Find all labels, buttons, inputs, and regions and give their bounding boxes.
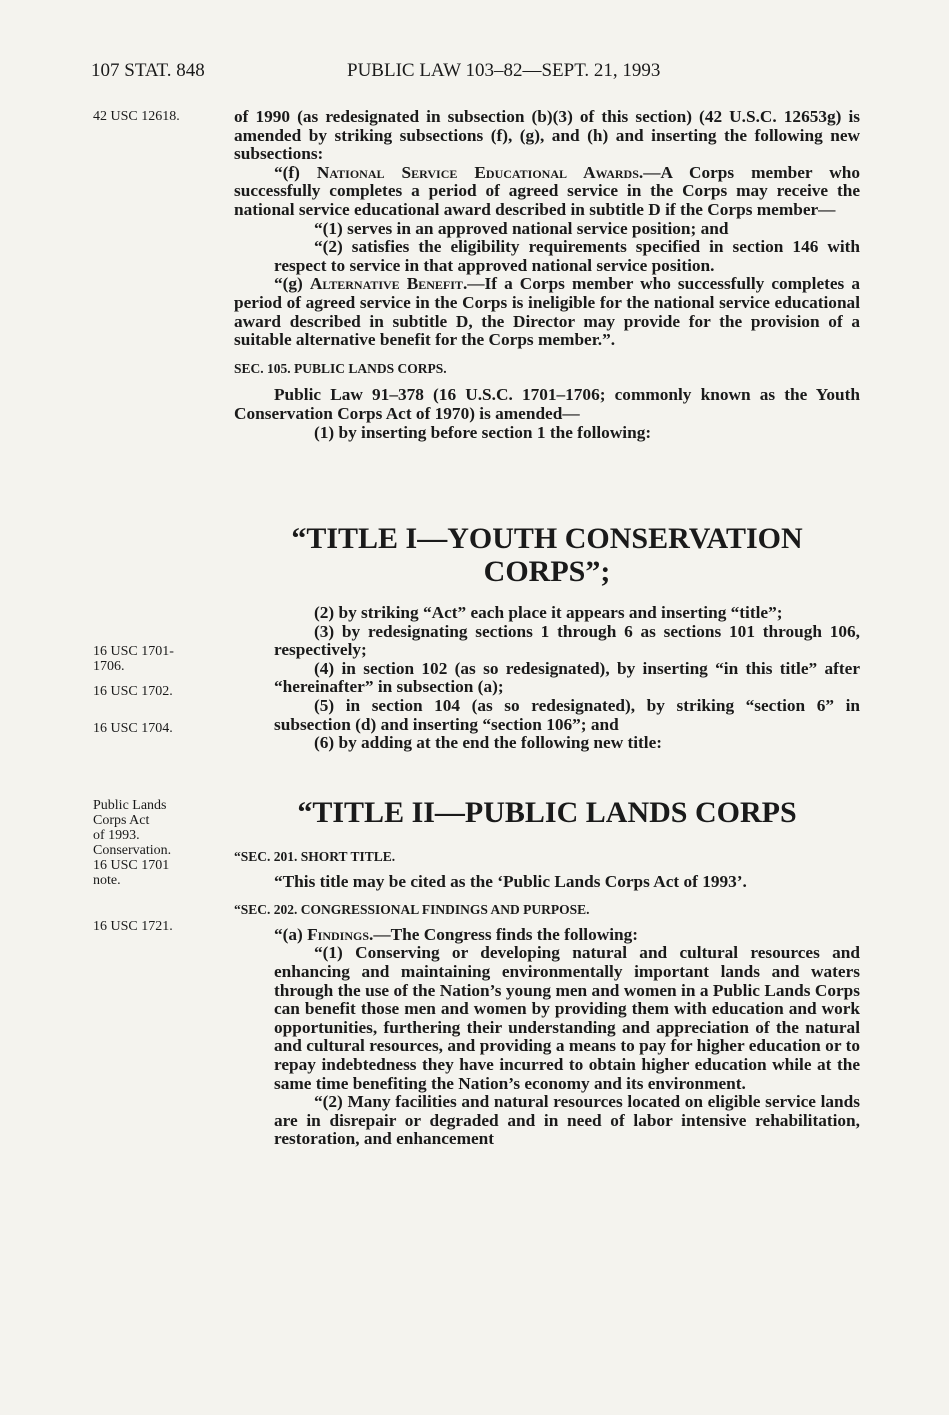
paragraph: (2) by striking “Act” each place it appears and inserting “title”; (314, 603, 783, 622)
margin-note-line: note. (93, 873, 121, 888)
section-heading: “SEC. 202. CONGRESSIONAL FINDINGS AND PURPOSE. (234, 902, 590, 918)
subsection-heading: Findings (307, 924, 370, 944)
title-one-heading: “TITLE I—YOUTH CONSERVATION CORPS”; (291, 522, 803, 588)
margin-note: 16 USC 1721. (93, 919, 173, 934)
paragraph: “(1) serves in an approved national service position; and (314, 218, 729, 238)
page-header (91, 60, 861, 86)
paragraph: Public Law 91–378 (16 U.S.C. 1701–1706; commonly known as the Youth Conservation Corps Act of 1970) is amended— (234, 385, 860, 423)
paragraph: “This title may be cited as the ‘Public Lands Corps Act of 1993’. (274, 871, 747, 891)
margin-note-line: 1706. (93, 659, 125, 674)
section-heading: “SEC. 201. SHORT TITLE. (234, 849, 396, 864)
section-heading: SEC. 105. PUBLIC LANDS CORPS. (234, 360, 447, 376)
stat-citation: 107 STAT. 848 (91, 60, 205, 81)
margin-note-line: Corps Act (93, 813, 150, 828)
margin-note: 42 USC 12618. (93, 109, 180, 124)
paragraph: “(1) Conserving or developing natural and cultural resources and enhancing and maintaining environmentally important lands and waters through the use of the Nation’s young men and women in a Public Lands Corps can benefit those men and women by providing them with education and work opportunities, furthering their understanding and appreciation of the natural and cultural resources, and providing a means to pay for higher education or to repay indebtedness they have incurred to obtain higher education while at the same time benefiting the Nation’s economy and its environment. (274, 943, 860, 1093)
paragraph: “(g) Alternative Benefit.—If a Corps member who successfully completes a period of agreed service in the Corps is ineligible for the national service educational award described in subtitle D, the Director may provide for the provision of a suitable alternative benefit for the Corps member.”. (234, 274, 860, 350)
paragraph: “(2) Many facilities and natural resources located on eligible service lands are in disrepair or degraded and in need of labor intensive rehabilitation, restoration, and enhancement (274, 1092, 860, 1149)
body-text-middle (234, 604, 860, 753)
margin-note-line: 16 USC 1701 (93, 858, 170, 873)
paragraph: (6) by adding at the end the following new title: (314, 733, 663, 753)
paragraph: (3) by redesignating sections 1 through 6 as sections 101 through 106, respectively; (274, 621, 860, 660)
margin-note-line: 16 USC 1701- (93, 644, 174, 659)
paragraph: (5) in section 104 (as so redesignated), by striking “section 6” in subsection (d) and inserting “section 106”; and (274, 695, 860, 734)
body-text-bottom (234, 848, 860, 1149)
paragraph: “(a) Findings.—The Congress finds the following: (274, 924, 639, 944)
margin-note-line: Public Lands (93, 798, 167, 813)
margin-note-line: of 1993. (93, 828, 140, 843)
body-text-top (234, 108, 860, 442)
margin-note: 16 USC 1702. (93, 684, 173, 699)
subsection-heading: National Service Educational Awards (316, 162, 639, 182)
running-title: PUBLIC LAW 103–82—SEPT. 21, 1993 (347, 60, 661, 81)
paragraph: (1) by inserting before section 1 the following: (314, 422, 652, 442)
margin-note: 16 USC 1704. (93, 721, 173, 736)
subsection-heading: Alternative Benefit (309, 274, 463, 294)
margin-note-line: Conservation. (93, 843, 172, 858)
paragraph: “(2) satisfies the eligibility requirements specified in section 146 with respect to service in that approved national service position. (274, 237, 860, 275)
margin-note (93, 798, 213, 888)
paragraph: (4) in section 102 (as so redesignated), by inserting “in this title” after “hereinafter” in subsection (a); (274, 658, 860, 697)
paragraph: “(f) National Service Educational Awards.—A Corps member who successfully completes a period of agreed service in the Corps may receive the national service educational award described in subtitle D if the Corps member— (234, 162, 860, 219)
paragraph: of 1990 (as redesignated in subsection (b)(3) of this section) (42 U.S.C. 12653g) is amended by striking subsections (f), (g), and (h) and inserting the following new subsections: (234, 107, 860, 164)
margin-note (93, 644, 213, 674)
title-two-heading: “TITLE II—PUBLIC LANDS CORPS (297, 796, 797, 829)
